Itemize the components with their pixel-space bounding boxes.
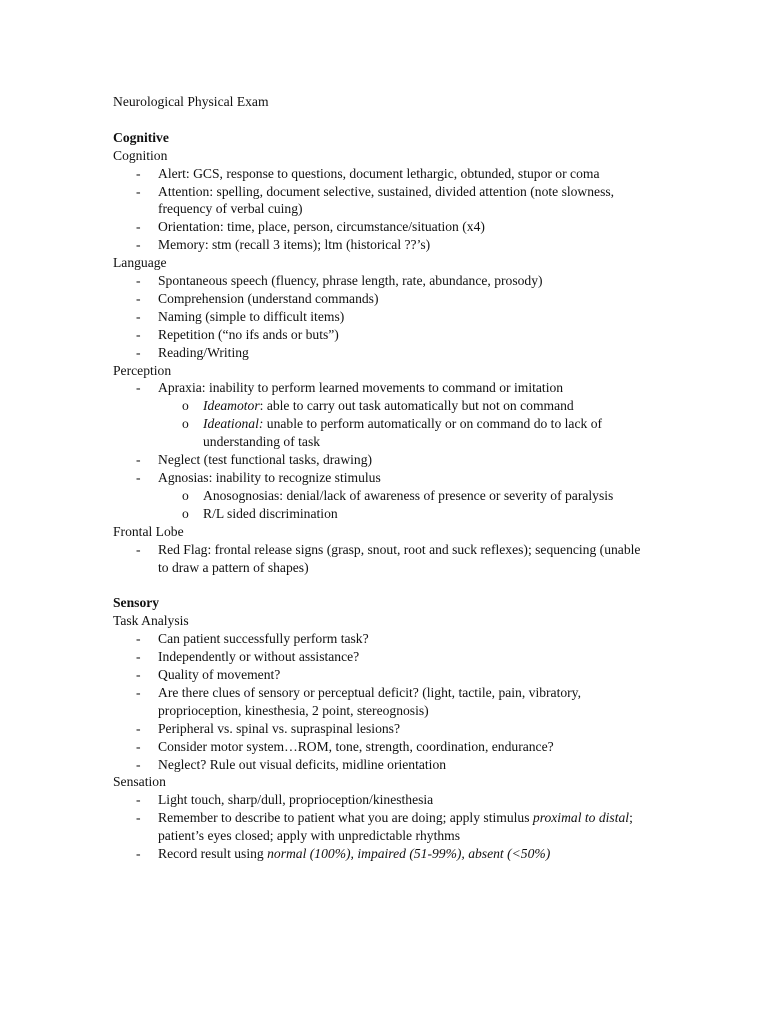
circle-marker: o xyxy=(182,505,189,521)
dash-marker: - xyxy=(136,684,141,700)
list-item: - Orientation: time, place, person, circumstance/situation (x4) xyxy=(136,219,485,235)
dash-marker: - xyxy=(136,344,141,360)
sensory-heading: Sensory xyxy=(113,595,160,611)
sensation-label: Sensation xyxy=(113,774,166,790)
list-item: - Memory: stm (recall 3 items); ltm (historical ??’s) xyxy=(136,237,431,253)
cognitive-heading: Cognitive xyxy=(113,129,169,145)
list-item: - Quality of movement? xyxy=(136,666,281,682)
dash-marker: - xyxy=(136,666,141,682)
list-item: - Are there clues of sensory or perceptual deficit? (light, tactile, pain, vibratory, proprioception, kinesthesia, 2 point, stereognosis) xyxy=(136,684,581,718)
sub-list-item: o Ideamotor: able to carry out task automatically but not on command xyxy=(182,398,574,414)
list-item: - Red Flag: frontal release signs (grasp, snout, root and suck reflexes); sequencing (unable to draw a pattern of shapes) xyxy=(136,541,641,575)
list-item: - Apraxia: inability to perform learned movements to command or imitation xyxy=(136,380,564,396)
circle-marker: o xyxy=(182,398,189,414)
dash-marker: - xyxy=(136,326,141,342)
language-label: Language xyxy=(113,255,167,271)
dash-marker: - xyxy=(136,183,141,199)
dash-marker: - xyxy=(136,631,141,647)
list-item: - Consider motor system…ROM, tone, strength, coordination, endurance? xyxy=(136,738,554,754)
dash-marker: - xyxy=(136,290,141,306)
dash-marker: - xyxy=(136,165,141,181)
dash-marker: - xyxy=(136,810,141,826)
list-item: - Spontaneous speech (fluency, phrase length, rate, abundance, prosody) xyxy=(136,273,543,289)
list-item: - Agnosias: inability to recognize stimulus xyxy=(136,470,381,486)
dash-marker: - xyxy=(136,541,141,557)
list-item: - Reading/Writing xyxy=(136,344,249,360)
dash-marker: - xyxy=(136,846,141,862)
task-analysis-label: Task Analysis xyxy=(113,613,189,629)
dash-marker: - xyxy=(136,452,141,468)
list-item: - Comprehension (understand commands) xyxy=(136,290,379,306)
list-item: - Record result using normal (100%), impaired (51-99%), absent (<50%) xyxy=(136,846,551,862)
spacer xyxy=(113,576,653,594)
list-item: - Repetition (“no ifs ands or buts”) xyxy=(136,326,339,342)
dash-marker: - xyxy=(136,470,141,486)
dash-marker: - xyxy=(136,273,141,289)
circle-marker: o xyxy=(182,416,189,432)
dash-marker: - xyxy=(136,308,141,324)
sub-list-item: o R/L sided discrimination xyxy=(182,505,338,521)
dash-marker: - xyxy=(136,792,141,808)
cognition-label: Cognition xyxy=(113,147,168,163)
spacer xyxy=(113,111,653,129)
list-item: - Independently or without assistance? xyxy=(136,649,360,665)
dash-marker: - xyxy=(136,738,141,754)
document-page xyxy=(113,93,653,863)
sub-list-item: o Ideational: unable to perform automatically or on command do to lack of understanding of task xyxy=(182,416,603,450)
circle-marker: o xyxy=(182,487,189,503)
dash-marker: - xyxy=(136,219,141,235)
dash-marker: - xyxy=(136,720,141,736)
list-item: - Neglect? Rule out visual deficits, midline orientation xyxy=(136,756,447,772)
list-item: - Can patient successfully perform task? xyxy=(136,631,369,647)
dash-marker: - xyxy=(136,649,141,665)
list-item: - Light touch, sharp/dull, proprioception/kinesthesia xyxy=(136,792,434,808)
list-item: - Naming (simple to difficult items) xyxy=(136,308,345,324)
dash-marker: - xyxy=(136,237,141,253)
document-title: Neurological Physical Exam xyxy=(113,94,269,109)
list-item: - Attention: spelling, document selective, sustained, divided attention (note slowness, frequency of verbal cuing) xyxy=(136,183,615,217)
dash-marker: - xyxy=(136,756,141,772)
list-item: - Peripheral vs. spinal vs. supraspinal lesions? xyxy=(136,720,401,736)
list-item: - Remember to describe to patient what you are doing; apply stimulus proximal to distal; patient’s eyes closed; apply with unpredictable rhythms xyxy=(136,810,633,844)
list-item: - Alert: GCS, response to questions, document lethargic, obtunded, stupor or coma xyxy=(136,165,600,181)
sub-list-item: o Anosognosias: denial/lack of awareness of presence or severity of paralysis xyxy=(182,487,614,503)
frontal-lobe-label: Frontal Lobe xyxy=(113,523,184,539)
list-item: - Neglect (test functional tasks, drawing) xyxy=(136,452,373,468)
dash-marker: - xyxy=(136,380,141,396)
perception-label: Perception xyxy=(113,362,172,378)
